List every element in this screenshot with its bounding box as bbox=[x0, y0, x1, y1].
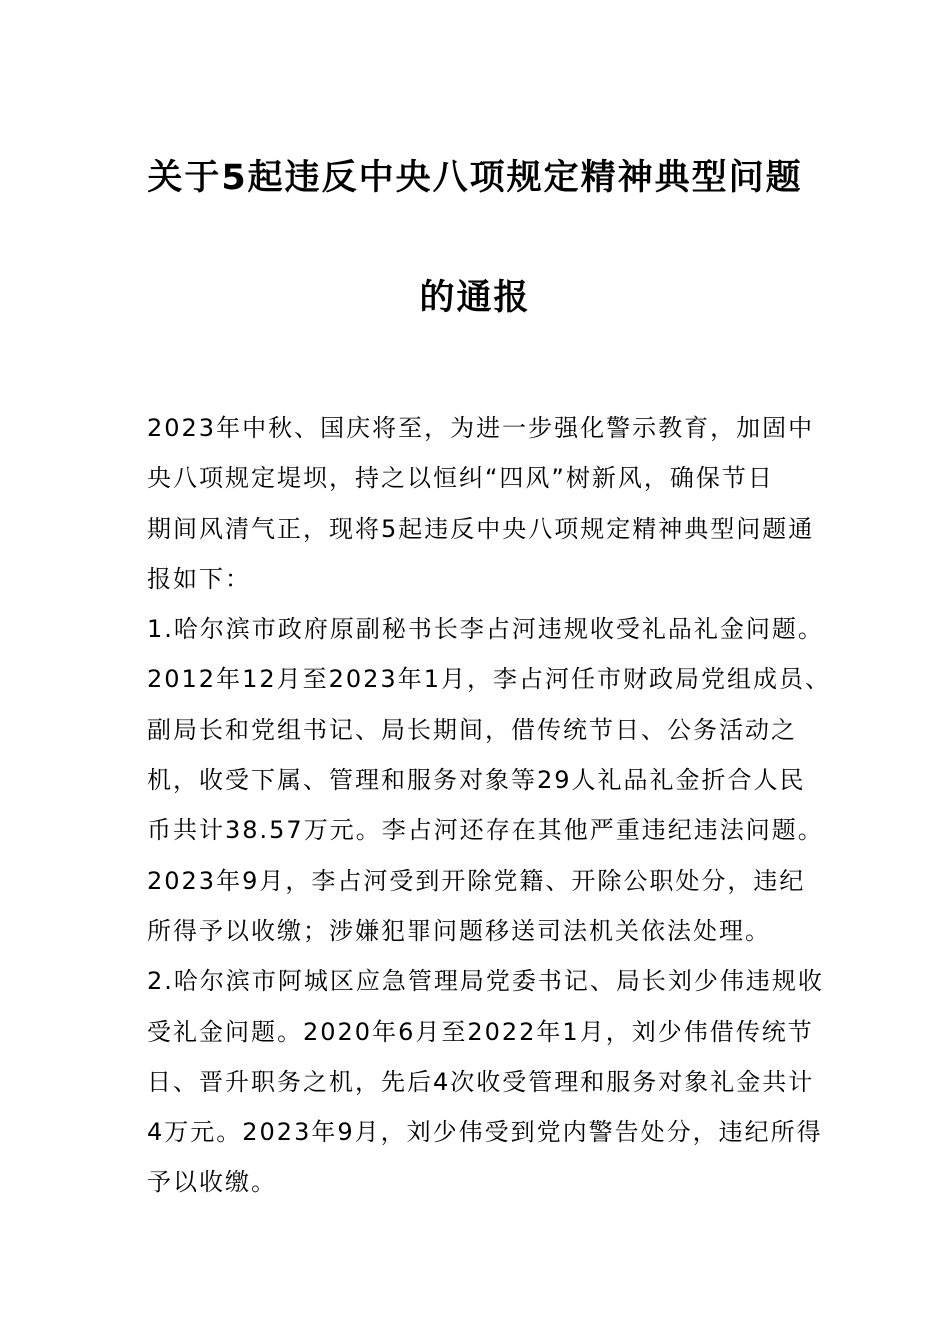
body-line: 期间风清气正，现将5起违反中央八项规定精神典型问题通 bbox=[147, 514, 815, 543]
body-line: 央八项规定堤坝，持之以恒纠“四风”树新风，确保节日 bbox=[147, 464, 774, 493]
body-line: 副局长和党组书记、局长期间，借传统节日、公务活动之 bbox=[147, 715, 797, 744]
body-line: 1.哈尔滨市政府原副秘书长李占河违规收受礼品礼金问题。 bbox=[147, 615, 824, 644]
body-line: 予以收缴。 bbox=[147, 1168, 277, 1197]
body-line: 2.哈尔滨市阿城区应急管理局党委书记、局长刘少伟违规收 bbox=[147, 967, 824, 996]
body-line: 报如下： bbox=[147, 564, 251, 593]
body-line: 受礼金问题。2020年6月至2022年1月，刘少伟借传统节 bbox=[147, 1017, 814, 1046]
body-line: 所得予以收缴；涉嫌犯罪问题移送司法机关依法处理。 bbox=[147, 916, 771, 945]
body-line: 2023年9月，李占河受到开除党籍、开除公职处分，违纪 bbox=[147, 866, 806, 895]
document-title-line-2: 的通报 bbox=[419, 278, 531, 318]
document-body bbox=[147, 403, 831, 1208]
document-title-line-1: 关于5起违反中央八项规定精神典型问题 bbox=[147, 158, 803, 198]
body-line: 2012年12月至2023年1月，李占河任市财政局党组成员、 bbox=[147, 665, 831, 694]
body-line: 机，收受下属、管理和服务对象等29人礼品礼金折合人民 bbox=[147, 766, 806, 795]
body-line: 4万元。2023年9月，刘少伟受到党内警告处分，违纪所得 bbox=[147, 1118, 823, 1147]
body-line: 币共计38.57万元。李占河还存在其他严重违纪违法问题。 bbox=[147, 816, 824, 845]
body-line: 日、晋升职务之机，先后4次收受管理和服务对象礼金共计 bbox=[147, 1067, 815, 1096]
body-line: 2023年中秋、国庆将至，为进一步强化警示教育，加固中 bbox=[147, 414, 815, 442]
